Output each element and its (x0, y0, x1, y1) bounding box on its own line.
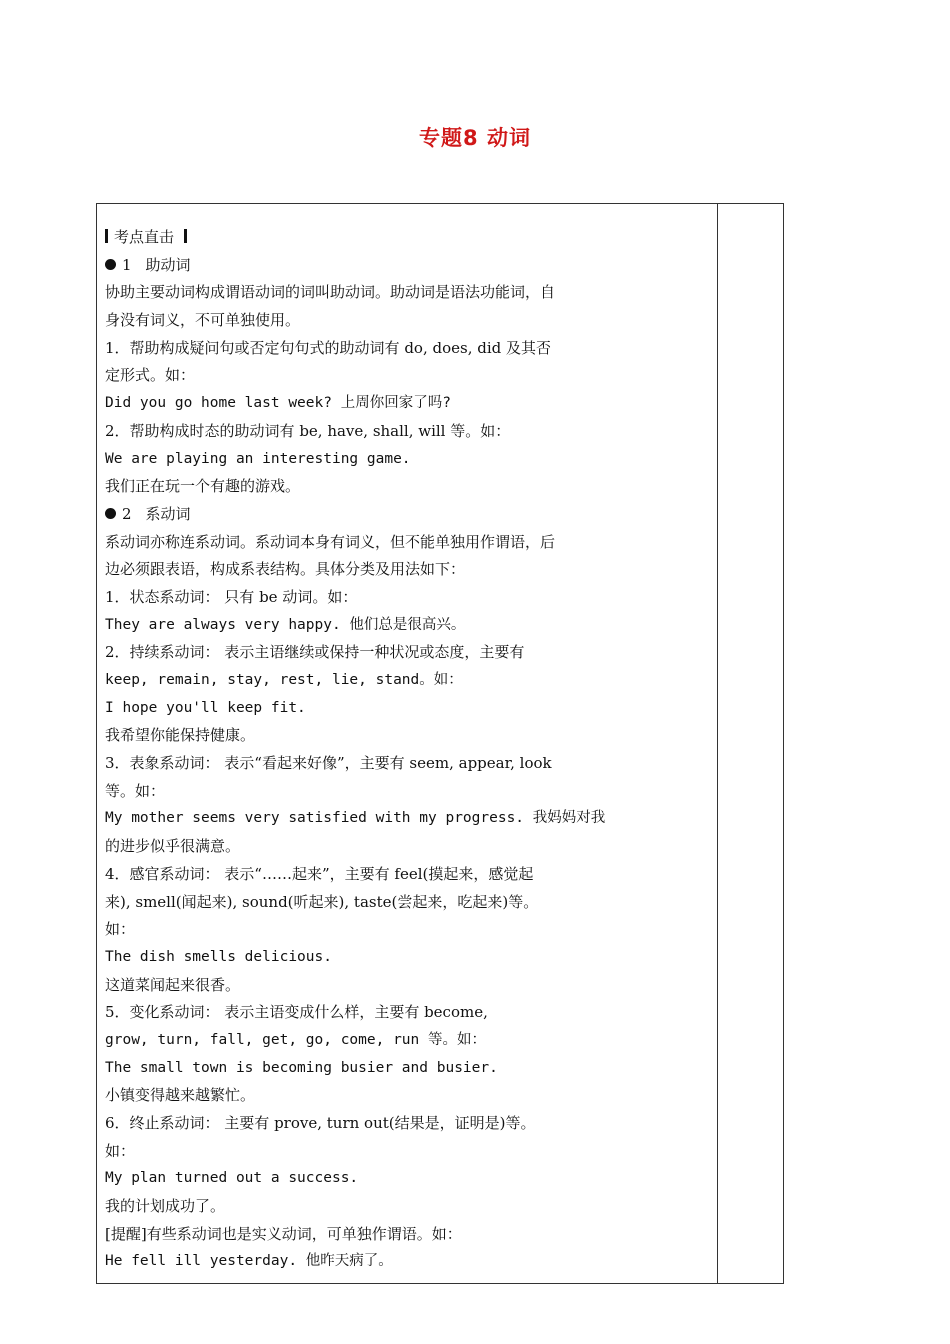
text-line: 协助主要动词构成谓语动词的词叫助动词。助动词是语法功能词，自 (105, 283, 556, 302)
content-table (96, 203, 784, 1284)
text-line: 6．终止系动词： 主要有 prove, turn out(结果是，证明是)等。 (105, 1114, 536, 1132)
text-line: 如： (105, 1141, 136, 1160)
section-heading-2 (105, 501, 613, 529)
text-line: 2．帮助构成时态的助动词有 be, have, shall, will 等。如： (105, 421, 511, 440)
text-line: 边必须跟表语，构成系表结构。具体分类及用法如下： (105, 560, 466, 579)
section-number: 2 (122, 504, 132, 523)
text-line: 2．持续系动词： 表示主语继续或保持一种状况或态度，主要有 (105, 643, 525, 662)
bullet-icon (105, 508, 116, 519)
example-line: Did you go home last week? 上周你回家了吗? (105, 395, 451, 412)
main-column (105, 224, 613, 1276)
text-line: grow, turn, fall, get, go, come, run 等。如： (105, 1031, 486, 1048)
example-line: He fell ill yesterday. 他昨天病了。 (105, 1253, 393, 1270)
section-header-line (105, 224, 613, 252)
text-line: 1．状态系动词： 只有 be 动词。如： (105, 587, 358, 606)
text-line: 身没有词义，不可单独使用。 (105, 311, 301, 330)
translation-line: 我们正在玩一个有趣的游戏。 (105, 477, 301, 496)
bar-mark-left (105, 229, 108, 243)
bullet-icon (105, 259, 116, 270)
example-line: I hope you'll keep fit. (105, 699, 306, 716)
example-line: They are always very happy. 他们总是很高兴。 (105, 616, 466, 633)
translation-line: 小镇变得越来越繁忙。 (105, 1086, 256, 1105)
example-line: We are playing an interesting game. (105, 450, 411, 467)
section-title: 系动词 (145, 504, 191, 523)
text-line: 定形式。如： (105, 366, 196, 385)
section-number: 1 (122, 255, 132, 274)
translation-line: 这道菜闻起来很香。 (105, 975, 241, 994)
text-line: 4．感官系动词： 表示“……起来”，主要有 feel(摸起来，感觉起 (105, 864, 534, 883)
text-line: 5．变化系动词： 表示主语变成什么样，主要有 become, (105, 1003, 488, 1022)
text-line: 等。如： (105, 781, 166, 800)
bar-mark-right (184, 229, 187, 243)
section-title: 助动词 (145, 255, 191, 274)
example-line: My plan turned out a success. (105, 1170, 359, 1187)
section-header: 考点直击 (114, 228, 175, 246)
example-line: The small town is becoming busier and busier. (105, 1059, 498, 1076)
text-line: 1．帮助构成疑问句或否定句句式的助动词有 do, does, did 及其否 (105, 338, 551, 357)
text-line: 来), smell(闻起来), sound(听起来), taste(尝起来，吃起来)等。 (105, 892, 539, 911)
tip-line: [提醒]有些系动词也是实义动词，可单独作谓语。如： (105, 1224, 462, 1243)
text-line: keep, remain, stay, rest, lie, stand。如： (105, 672, 463, 688)
column-divider (717, 204, 718, 1283)
example-line: The dish smells delicious. (105, 948, 332, 965)
text-line: 系动词亦称连系动词。系动词本身有词义，但不能单独用作谓语，后 (105, 532, 556, 551)
translation-line: 我希望你能保持健康。 (105, 726, 256, 745)
text-line: 3．表象系动词： 表示“看起来好像”，主要有 seem, appear, look (105, 754, 552, 773)
page-title: 专题8 动词 (419, 126, 531, 150)
translation-line: 的进步似乎很满意。 (105, 837, 241, 856)
section-heading-1 (105, 252, 613, 280)
example-line: My mother seems very satisfied with my progress. 我妈妈对我 (105, 810, 606, 827)
translation-line: 我的计划成功了。 (105, 1197, 226, 1216)
text-line: 如： (105, 920, 136, 939)
